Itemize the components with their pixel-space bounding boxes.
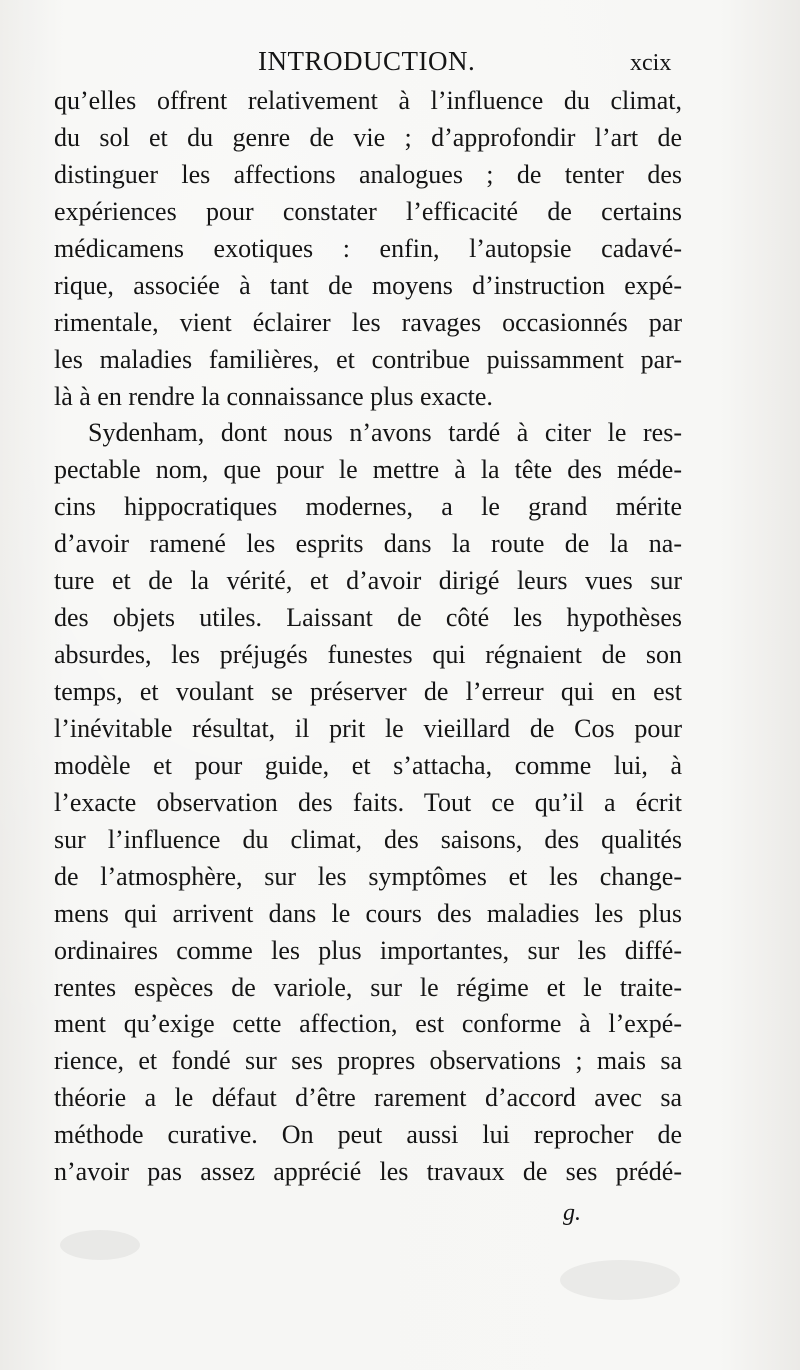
text-line: cins hippocratiques modernes, a le grand mérite — [54, 492, 682, 522]
text-line: Sydenham, dont nous n’avons tardé à citer le res- — [88, 418, 682, 448]
text-line: rimentale, vient éclairer les ravages occasionnés par — [54, 307, 682, 337]
text-line: mens qui arrivent dans le cours des maladies les plus — [54, 898, 682, 928]
text-line: médicamens exotiques : enfin, l’autopsie cadavé- — [54, 233, 682, 263]
paragraph-1 — [54, 83, 682, 415]
text-line: ment qu’exige cette affection, est conforme à l’expé- — [54, 1009, 682, 1039]
text-line: expériences pour constater l’efficacité de certains — [54, 196, 682, 226]
page-stain — [560, 1260, 680, 1300]
text-line: distinguer les affections analogues ; de tenter des — [54, 159, 682, 189]
text-line: des objets utiles. Laissant de côté les hypothèses — [54, 603, 682, 633]
text-line: l’exacte observation des faits. Tout ce qu’il a écrit — [54, 787, 682, 817]
text-line: là à en rendre la connaissance plus exacte. — [54, 381, 493, 411]
text-line: les maladies familières, et contribue puissamment par- — [54, 344, 682, 374]
page-stain — [60, 1230, 140, 1260]
running-title: INTRODUCTION. — [258, 46, 476, 76]
text-line: absurdes, les préjugés funestes qui régnaient de son — [54, 640, 682, 670]
paragraph-2 — [54, 415, 682, 1191]
body-text — [54, 83, 682, 1191]
text-line: théorie a le défaut d’être rarement d’accord avec sa — [54, 1083, 682, 1113]
text-line: qu’elles offrent relativement à l’influence du climat, — [54, 86, 682, 115]
text-line: rience, et fondé sur ses propres observations ; mais sa — [54, 1046, 682, 1076]
text-line: temps, et voulant se préserver de l’erreur qui en est — [54, 677, 682, 706]
text-line: ordinaires comme les plus importantes, sur les diffé- — [54, 935, 682, 965]
text-line: modèle et pour guide, et s’attacha, comme lui, à — [54, 750, 682, 780]
text-line: rentes espèces de variole, sur le régime et le traite- — [54, 972, 682, 1002]
text-line: du sol et du genre de vie ; d’approfondir l’art de — [54, 122, 682, 152]
text-line: méthode curative. On peut aussi lui reprocher de — [54, 1120, 682, 1150]
page-header — [0, 46, 800, 86]
catchword: g. — [563, 1200, 581, 1226]
text-line: n’avoir pas assez apprécié les travaux de ses prédé- — [54, 1157, 682, 1187]
text-line: pectable nom, que pour le mettre à la tête des méde- — [54, 455, 682, 485]
text-line: sur l’influence du climat, des saisons, des qualités — [54, 824, 682, 854]
text-line: rique, associée à tant de moyens d’instruction expé- — [54, 270, 682, 300]
text-line: l’inévitable résultat, il prit le vieillard de Cos pour — [54, 713, 682, 743]
text-line: ture et de la vérité, et d’avoir dirigé leurs vues sur — [54, 566, 682, 596]
text-line: d’avoir ramené les esprits dans la route de la na- — [54, 529, 682, 559]
text-line: de l’atmosphère, sur les symptômes et les change- — [54, 861, 682, 891]
page-number: xcix — [630, 50, 672, 76]
